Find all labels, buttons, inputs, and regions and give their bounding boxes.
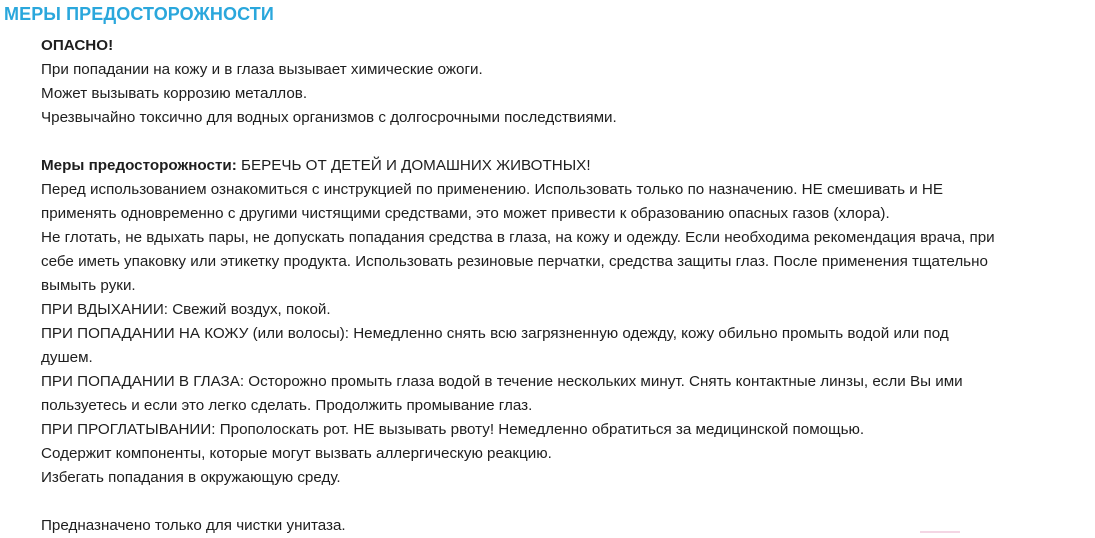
danger-line: При попадании на кожу и в глаза вызывает химические ожоги.: [41, 61, 483, 78]
danger-line: Чрезвычайно токсично для водных организмов с долгосрочными последствиями.: [41, 109, 617, 126]
allergy-note: Содержит компоненты, которые могут вызвать аллергическую реакцию.: [41, 445, 552, 462]
precaution-line: применять одновременно с другими чистящими средствами, это может привести к образованию опасных газов (хлора).: [41, 205, 890, 222]
danger-line: Может вызывать коррозию металлов.: [41, 85, 308, 102]
precaution-line: себе иметь упаковку или этикетку продукта. Использовать резиновые перчатки, средства защиты глаз. После применения тщательно: [41, 253, 988, 270]
precautions-heading-line: [41, 154, 1093, 178]
first-aid-eyes-cont: пользуетесь и если это легко сделать. Продолжить промывание глаз.: [41, 397, 533, 414]
usage-note: Предназначено только для чистки унитаза.: [41, 517, 346, 534]
precaution-line: Перед использованием ознакомиться с инструкцией по применению. Использовать только по назначению. НЕ смешивать и НЕ: [41, 181, 944, 198]
decorative-mark: [920, 531, 960, 533]
precautions-label: Меры предосторожности:: [41, 157, 237, 174]
danger-heading: ОПАСНО!: [41, 37, 114, 54]
first-aid-inhalation: ПРИ ВДЫХАНИИ: Свежий воздух, покой.: [41, 301, 331, 318]
precautions-content: [41, 34, 1093, 538]
environment-note: Избегать попадания в окружающую среду.: [41, 469, 341, 486]
first-aid-skin-cont: душем.: [41, 349, 93, 366]
first-aid-skin: ПРИ ПОПАДАНИИ НА КОЖУ (или волосы): Немедленно снять всю загрязненную одежду, кожу обильно промыть водой или под: [41, 325, 949, 342]
paragraph-spacer: [41, 490, 1093, 514]
precaution-line: вымыть руки.: [41, 277, 136, 294]
section-title: МЕРЫ ПРЕДОСТОРОЖНОСТИ: [4, 4, 274, 24]
first-aid-eyes: ПРИ ПОПАДАНИИ В ГЛАЗА: Осторожно промыть глаза водой в течение нескольких минут. Снять контактные линзы, если Вы ими: [41, 373, 963, 390]
paragraph-spacer: [41, 130, 1093, 154]
precautions-warning: БЕРЕЧЬ ОТ ДЕТЕЙ И ДОМАШНИХ ЖИВОТНЫХ!: [236, 157, 591, 174]
first-aid-ingestion: ПРИ ПРОГЛАТЫВАНИИ: Прополоскать рот. НЕ вызывать рвоту! Немедленно обратиться за медицинской помощью.: [41, 421, 865, 438]
precaution-line: Не глотать, не вдыхать пары, не допускать попадания средства в глаза, на кожу и одежду. Если необходима рекомендация врача, при: [41, 229, 995, 246]
